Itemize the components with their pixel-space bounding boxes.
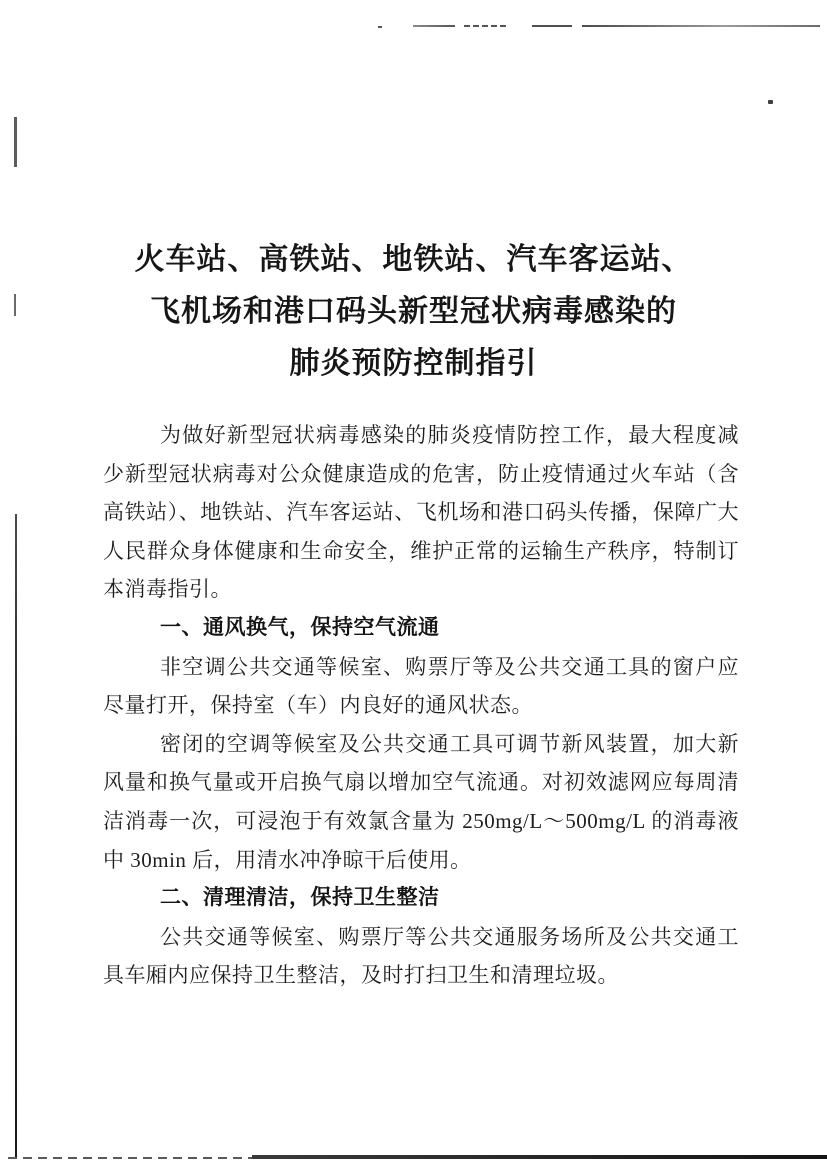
document-title-line-3: 肺炎预防控制指引: [289, 347, 538, 380]
section-heading-cleaning: 二、清理清洁，保持卫生整洁: [160, 886, 440, 910]
scan-artifact-left-bar: [14, 117, 17, 167]
scan-artifact-top-dash: [378, 26, 382, 28]
scan-artifact-bottom-line: [252, 1155, 827, 1159]
ventilation-paragraph-1: 非空调公共交通等候室、购票厅等及公共交通工具的窗户应尽量打开，保持室（车）内良好的通风状态。: [103, 654, 739, 718]
scan-artifact-top-dash: [464, 25, 506, 27]
document-title-line-2: 飞机场和港口码头新型冠状病毒感染的: [150, 295, 677, 328]
scan-artifact-top-dash: [413, 25, 455, 27]
ventilation-paragraph-2: 密闭的空调等候室及公共交通工具可调节新风装置，加大新风量和换气量或开启换气扇以增加空气流通。对初效滤网应每周清洁消毒一次，可浸泡于有效氯含量为 250mg/L～500mg/L 的消毒液中 30min 后，用清水冲净晾干后使用。: [103, 731, 739, 872]
document-body: [103, 416, 739, 995]
cleaning-paragraph-1: 公共交通等候室、购票厅等公共交通服务场所及公共交通工具车厢内应保持卫生整洁，及时打扫卫生和清理垃圾。: [103, 924, 739, 988]
scan-artifact-left-edge-line: [15, 514, 17, 1159]
scan-artifact-top-dash: [532, 25, 572, 27]
document-title-line-1: 火车站、高铁站、地铁站、汽车客运站、: [134, 243, 693, 276]
document-title: [0, 234, 827, 390]
scan-artifact-top-line: [582, 25, 820, 27]
scan-artifact-speck: [768, 100, 773, 104]
intro-paragraph: 为做好新型冠状病毒感染的肺炎疫情防控工作，最大程度减少新型冠状病毒对公众健康造成的危害，防止疫情通过火车站（含高铁站）、地铁站、汽车客运站、飞机场和港口码头传播，保障广大人民群众身体健康和生命安全，维护正常的运输生产秩序，特制订本消毒指引。: [103, 423, 739, 602]
section-heading-ventilation: 一、通风换气，保持空气流通: [160, 615, 440, 639]
scan-artifact-bottom-dashes: [8, 1157, 258, 1159]
